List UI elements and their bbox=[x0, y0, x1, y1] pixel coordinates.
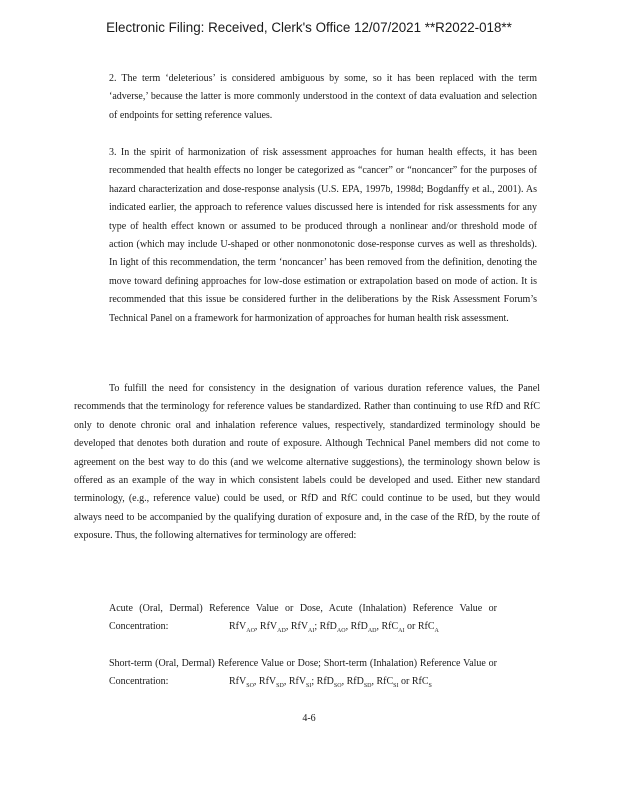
symbol: RfV$_{AO}$ bbox=[229, 621, 255, 635]
symbol: RfV$_{SI}$ bbox=[288, 676, 312, 690]
symbol: RfD$_{SO}$ bbox=[316, 676, 342, 690]
symbol: RfD$_{AD}$ bbox=[350, 621, 377, 635]
acute-terminology-label: Acute (Oral, Dermal) Reference Value or Dose, Acute (Inhalation) Reference Value or Concentration: bbox=[109, 603, 497, 633]
acute-terminology-symbols: RfV$_{AO}$, RfV$_{AD}$, RfV$_{AI}$; RfD$_{AO}$, RfD$_{AD}$, RfC$_{AI}$ or RfC$_A$ bbox=[229, 621, 439, 635]
page-number: 4-6 bbox=[302, 713, 316, 724]
symbol: RfC$_{AI}$ bbox=[381, 621, 405, 635]
symbol: RfV$_{SD}$ bbox=[258, 676, 284, 690]
acute-terminology-block bbox=[109, 600, 497, 641]
short-term-terminology-symbols: RfV$_{SO}$, RfV$_{SD}$, RfV$_{SI}$; RfD$_{SO}$, RfD$_{SD}$, RfC$_{SI}$ or RfC$_S$ bbox=[229, 676, 432, 690]
terminology-paragraph: To fulfill the need for consistency in the designation of various duration reference values, the Panel recommends that the terminology for reference values be standardized. Rather than continuing to use RfD and RfC only to denote chronic oral and inhalation reference values, respectively, standardized terminology should be developed that denotes both duration and route of exposure. Although Technical Panel members did not come to agreement on the best way to do this (and we welcome alternative suggestions), the terminology shown below is offered as an example of the way in which consistent labels could be developed and used. Either new standard terminology, (e.g., reference value) could be used, or RfD and RfC could continue to be used, but they would always need to be accompanied by the qualifying duration of exposure and, in the case of the RfD, by the route of exposure. Thus, the following alternatives for terminology are offered: bbox=[74, 383, 540, 542]
symbol: RfV$_{AI}$ bbox=[290, 621, 315, 635]
note-3: 3. In the spirit of harmonization of risk assessment approaches for human health effects, it has been recommended that health effects no longer be categorized as “cancer” or “noncancer” for the purposes of hazard characterization and dose-response analysis (U.S. EPA, 1997b, 1998d; Bogdanffy et al., 2001). As indicated earlier, the approach to reference values discussed here is intended for risk assessments for any type of health effect known or assumed to be produced through a nonlinear and/or threshold mode of action (which may include U-shaped or other nonmonotonic dose-response curves as well as thresholds). In light of this recommendation, the term ‘noncancer’ has been removed from the definition, denoting the move toward defining approaches for low-dose estimation or extrapolation based on mode of action. It is recommended that this issue be considered further in the deliberations by the Risk Assessment Forum’s Technical Panel on a framework for harmonization of approaches for human health risk assessment. bbox=[109, 147, 537, 324]
filing-stamp-header: Electronic Filing: Received, Clerk's Office 12/07/2021 **R2022-018** bbox=[106, 20, 512, 35]
short-term-terminology-label: Short-term (Oral, Dermal) Reference Value or Dose; Short-term (Inhalation) Reference Value or Concentration: bbox=[109, 658, 497, 688]
note-2: 2. The term ‘deleterious’ is considered ambiguous by some, so it has been replaced with the term ‘adverse,’ because the latter is more commonly understood in the context of data evaluation and selection of endpoints for setting reference values. bbox=[109, 73, 537, 121]
symbol: RfV$_{AD}$ bbox=[259, 621, 286, 635]
symbol: RfD$_{SD}$ bbox=[346, 676, 372, 690]
symbol: RfV$_{SO}$ bbox=[229, 676, 254, 690]
symbol: RfC$_S$ bbox=[411, 676, 432, 690]
symbol: RfD$_{AO}$ bbox=[319, 621, 346, 635]
symbol: RfC$_A$ bbox=[417, 621, 439, 635]
symbol: RfC$_{SI}$ bbox=[376, 676, 399, 690]
short-term-terminology-block bbox=[109, 655, 497, 696]
